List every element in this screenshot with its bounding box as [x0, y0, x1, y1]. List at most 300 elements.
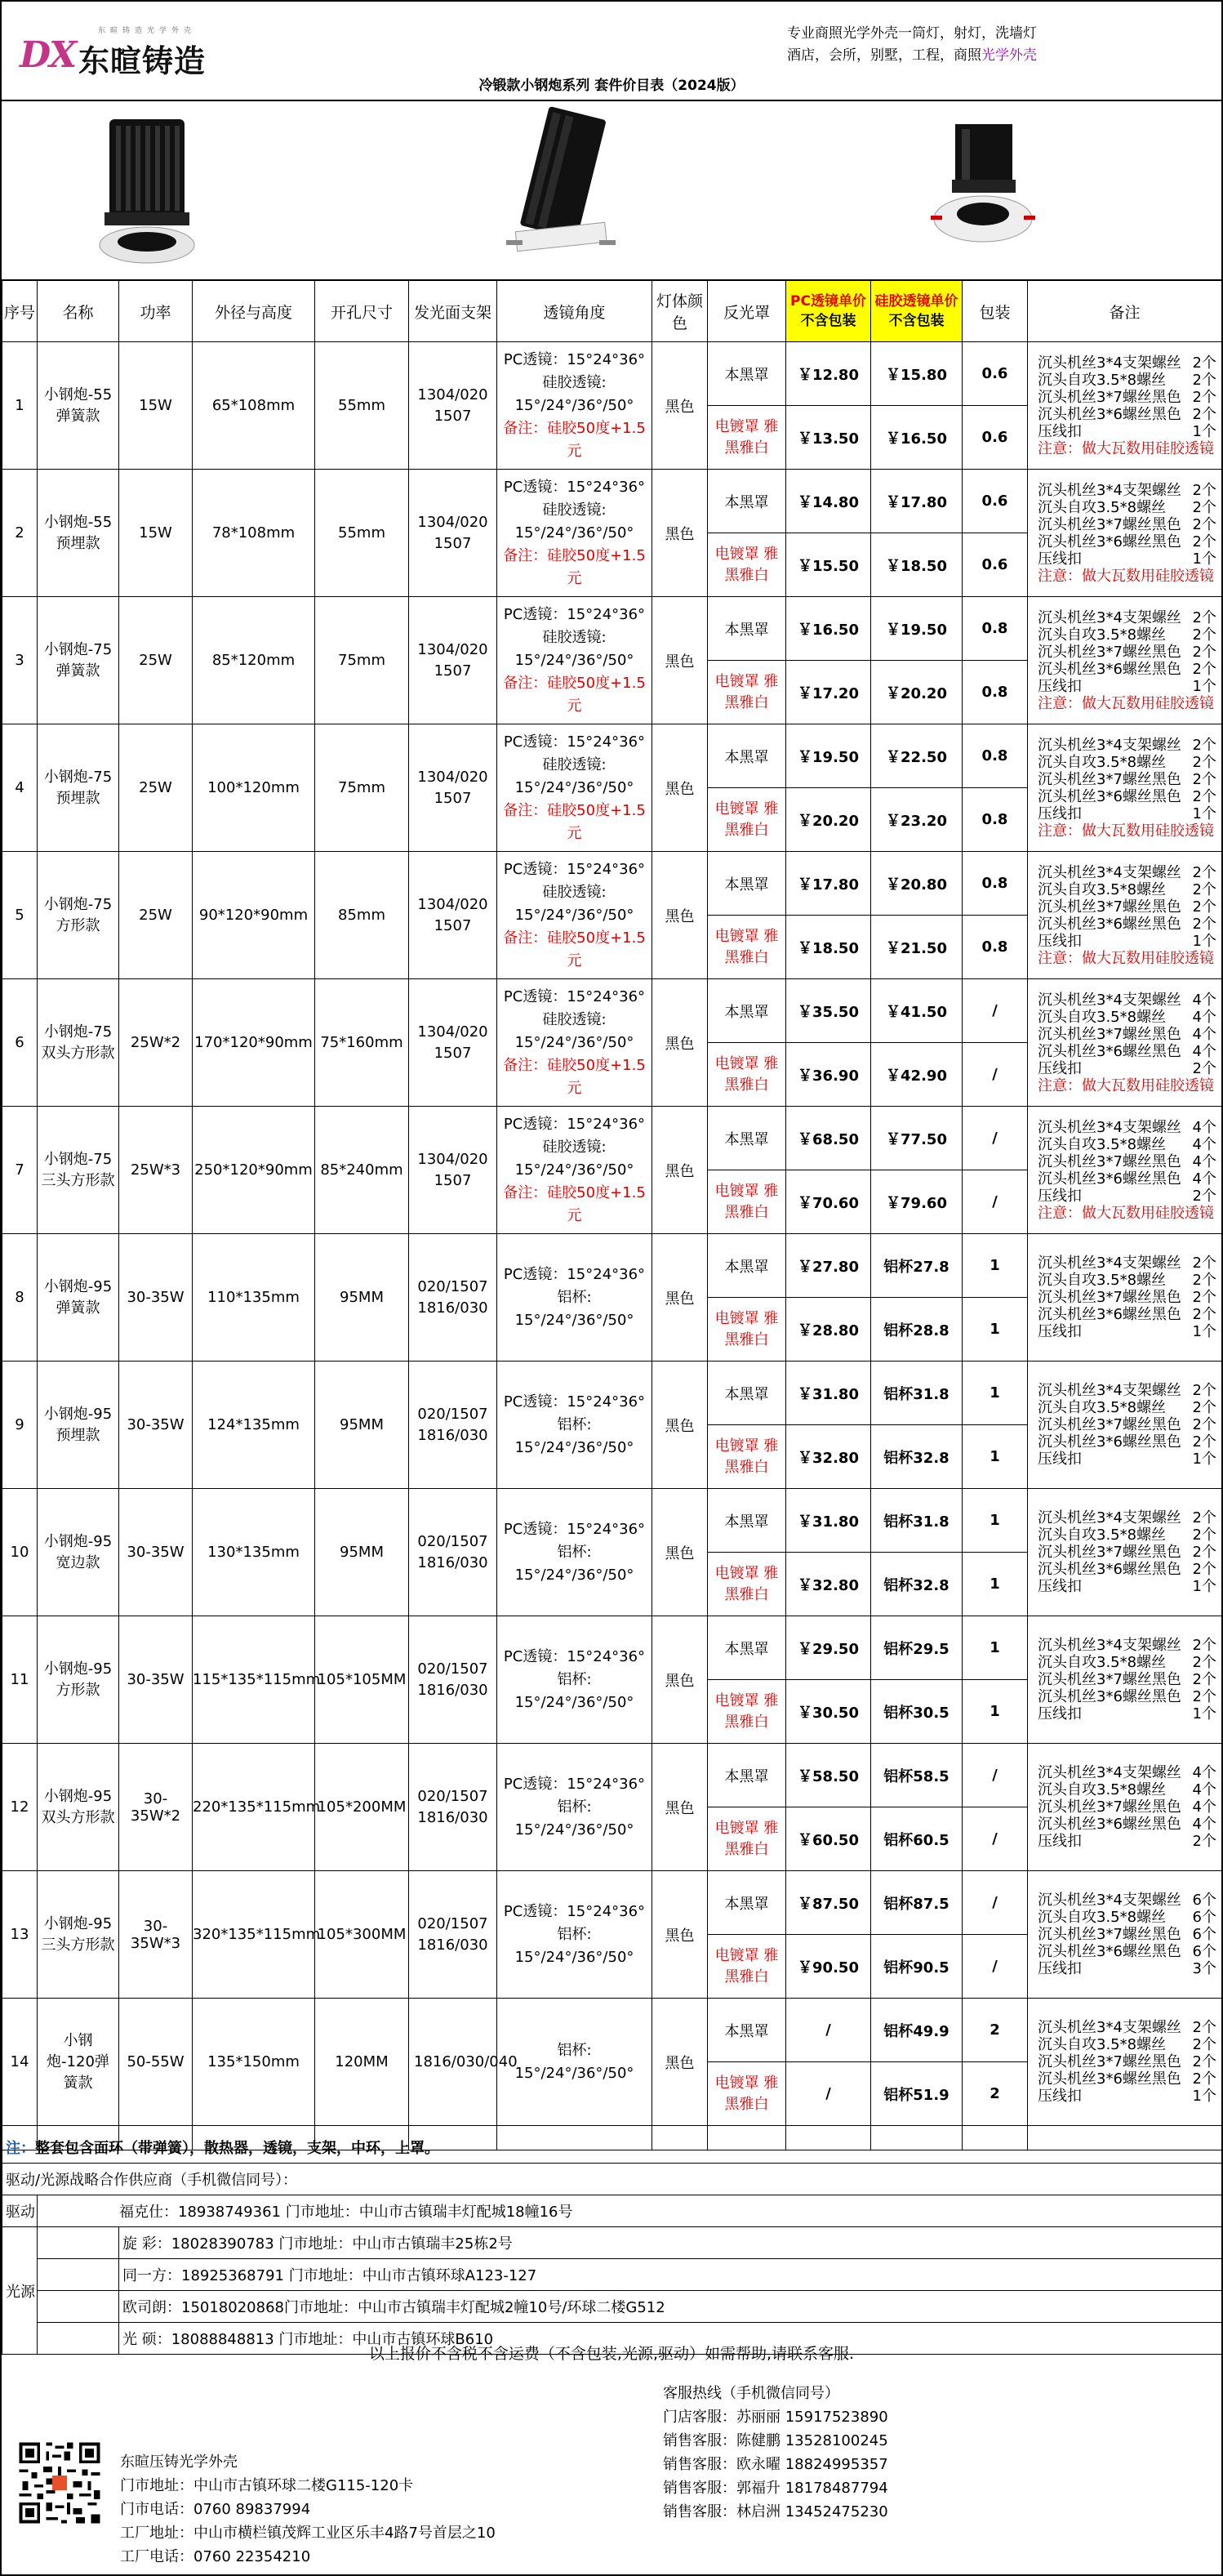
cell-size: 110*135mm [193, 1234, 315, 1362]
remark-qty: 1个 [1192, 1705, 1216, 1723]
supplier-title-row [2, 2164, 1222, 2195]
remark-item: 压线扣 [1038, 804, 1082, 822]
remark-qty: 6个 [1192, 1926, 1216, 1943]
cell-remark [1028, 1489, 1222, 1616]
price-table [2, 280, 1222, 2150]
remark-warning: 注意：做大瓦数用硅胶透镜 [1038, 439, 1214, 457]
remark-item: 沉头机丝3*4支架螺丝 [1038, 481, 1181, 499]
cell-reflector-plated: 电镀罩 雅黑雅白 [708, 1680, 786, 1744]
price-table-body [2, 342, 1222, 2150]
cell-reflector-plated: 电镀罩 雅黑雅白 [708, 661, 786, 724]
remark-warning: 注意：做大瓦数用硅胶透镜 [1038, 822, 1214, 840]
cell-power: 25W*2 [119, 979, 193, 1107]
cell-size: 320*135*115mm [193, 1871, 315, 1999]
remark-qty: 2个 [1192, 388, 1216, 406]
remark-qty: 2个 [1192, 753, 1216, 771]
remark-qty: 2个 [1192, 515, 1216, 533]
cell-seq: 11 [2, 1616, 38, 1744]
remark-qty: 1个 [1192, 677, 1216, 695]
table-row [2, 724, 1222, 788]
remark-line [1038, 678, 1216, 695]
header-size: 外径与高度 [193, 281, 315, 342]
remark-item: 沉头机丝3*7螺丝黑色 [1038, 388, 1181, 406]
cell-si-price: 铝杯58.5 [871, 1744, 963, 1807]
remark-line [1038, 1909, 1216, 1926]
remark-line [1038, 372, 1216, 389]
supplier-item: 旋 彩：18028390783 门市地址：中山市古镇瑞丰25栋2号 [119, 2227, 1222, 2259]
remark-qty: 4个 [1192, 1135, 1216, 1153]
remark-line [1038, 1926, 1216, 1943]
cell-color: 黑色 [652, 470, 708, 597]
cell-pack: / [963, 979, 1028, 1043]
remark-item: 压线扣 [1038, 677, 1082, 695]
cell-reflector-black: 本黑罩 [708, 342, 786, 406]
remark-item: 沉头机丝3*6螺丝黑色 [1038, 1170, 1181, 1188]
cell-size: 115*135*115mm [193, 1616, 315, 1744]
cell-lens [497, 1107, 652, 1234]
driver-label: 驱动 [2, 2195, 38, 2227]
remark-line [1038, 1170, 1216, 1188]
remark-line [1038, 737, 1216, 754]
remark-item: 沉头机丝3*7螺丝黑色 [1038, 1025, 1181, 1043]
remark-line [1038, 1272, 1216, 1289]
lens-line: 铝杯: [557, 1543, 592, 1561]
remark-qty: 2个 [1192, 354, 1216, 372]
remark-qty: 4个 [1192, 991, 1216, 1009]
cell-name: 小钢炮-75方形款 [38, 852, 119, 979]
cell-reflector-plated: 电镀罩 雅黑雅白 [708, 1170, 786, 1234]
supplier-spacer [38, 2259, 119, 2291]
remark-line [1038, 1153, 1216, 1170]
cell-remark [1028, 1107, 1222, 1234]
cell-hole: 85mm [315, 852, 409, 979]
cell-pack: 1 [963, 1234, 1028, 1298]
remark-line [1038, 1943, 1216, 1960]
remark-line [1038, 1399, 1216, 1416]
cell-seq: 10 [2, 1489, 38, 1616]
remark-qty: 2个 [1192, 405, 1216, 423]
remark-line [1038, 898, 1216, 916]
cell-si-price: ￥23.20 [871, 788, 963, 852]
cell-pc-price: / [786, 1999, 871, 2062]
cell-remark [1028, 1362, 1222, 1489]
cell-pack: / [963, 1871, 1028, 1935]
remark-item: 沉头自攻3.5*8螺丝 [1038, 753, 1167, 771]
remark-item: 压线扣 [1038, 1187, 1082, 1205]
cell-power: 25W*3 [119, 1107, 193, 1234]
remark-qty: 4个 [1192, 1152, 1216, 1170]
remark-item: 沉头机丝3*7螺丝黑色 [1038, 1289, 1181, 1306]
cell-pc-price: ￥68.50 [786, 1107, 871, 1170]
cell-pc-price: ￥31.80 [786, 1489, 871, 1553]
remark-item: 沉头机丝3*6螺丝黑色 [1038, 533, 1181, 550]
cell-pc-price: ￥17.80 [786, 852, 871, 916]
cell-hole: 85*240mm [315, 1107, 409, 1234]
lens-line: 15°/24°/36°/50° [514, 1311, 634, 1329]
service-hotline [663, 2382, 888, 2524]
cell-pc-price: ￥58.50 [786, 1744, 871, 1807]
cell-reflector-black: 本黑罩 [708, 470, 786, 533]
cell-lens [497, 597, 652, 724]
cell-pc-price: ￥28.80 [786, 1298, 871, 1362]
remark-qty: 1个 [1192, 932, 1216, 950]
remark-line [1038, 499, 1216, 516]
cell-remark [1028, 1234, 1222, 1362]
lens-line: 15°/24°/36°/50° [514, 396, 634, 414]
cell-power: 15W [119, 470, 193, 597]
cell-reflector-plated: 电镀罩 雅黑雅白 [708, 2062, 786, 2126]
lens-line: 15°/24°/36°/50° [514, 906, 634, 924]
remark-line [1038, 1416, 1216, 1433]
remark-item: 压线扣 [1038, 550, 1082, 568]
cell-pack: / [963, 1935, 1028, 1999]
cell-pack: 1 [963, 1553, 1028, 1616]
cell-bracket: 020/1507 1816/030 [409, 1871, 497, 1999]
lens-line: PC透镜：15°24°36° [503, 1520, 646, 1538]
cell-reflector-plated: 电镀罩 雅黑雅白 [708, 916, 786, 979]
cell-bracket: 020/1507 1816/030 [409, 1234, 497, 1362]
lens-line: PC透镜：15°24°36° [503, 1265, 646, 1283]
remark-item: 沉头自攻3.5*8螺丝 [1038, 1272, 1167, 1289]
table-row [2, 342, 1222, 406]
remark-qty: 2个 [1192, 1382, 1216, 1399]
remark-item: 沉头机丝3*7螺丝黑色 [1038, 1671, 1181, 1688]
remark-item: 沉头机丝3*6螺丝黑色 [1038, 1306, 1181, 1323]
remark-qty: 1个 [1192, 422, 1216, 440]
remark-line [1038, 864, 1216, 881]
remark-line [1038, 389, 1216, 406]
remark-warning: 注意：做大瓦数用硅胶透镜 [1038, 949, 1214, 967]
remark-line [1038, 1382, 1216, 1399]
remark-qty: 1个 [1192, 804, 1216, 822]
cell-reflector-black: 本黑罩 [708, 724, 786, 788]
remark-line [1038, 933, 1216, 950]
header-bracket: 发光面支架 [409, 281, 497, 342]
logo-text: 东暄铸造 [78, 43, 207, 79]
logo-dx: DX [20, 34, 76, 76]
cell-pc-price: ￥60.50 [786, 1807, 871, 1871]
cell-color: 黑色 [652, 979, 708, 1107]
logo-tagline: 东暄铸造光学外壳 [98, 27, 197, 35]
slogan-highlight: 光学外壳 [981, 47, 1037, 64]
cell-size: 85*120mm [193, 597, 315, 724]
supplier-row [2, 2227, 1222, 2259]
cell-size: 130*135mm [193, 1489, 315, 1616]
factory-address: 工厂地址：中山市横栏镇茂辉工业区乐丰4路7号首层之10 [120, 2525, 496, 2542]
cell-seq: 6 [2, 979, 38, 1107]
lens-line: 备注：硅胶50度+1.5元 [503, 419, 646, 460]
cell-hole: 105*105MM [315, 1616, 409, 1744]
cell-hole: 120MM [315, 1999, 409, 2126]
remark-line [1038, 354, 1216, 372]
lens-line: 硅胶透镜: [542, 1138, 607, 1156]
remark-line [1038, 661, 1216, 678]
remark-line [1038, 1289, 1216, 1306]
document-title: 冷锻款小钢炮系列 套件价目表（2024版） [478, 78, 745, 94]
remark-item: 沉头机丝3*4支架螺丝 [1038, 1118, 1181, 1136]
cell-color: 黑色 [652, 1871, 708, 1999]
table-row [2, 979, 1222, 1043]
supplier-item: 欧司朗：15018020868门市地址：中山市古镇瑞丰灯配城2幢10号/环球二楼G512 [119, 2291, 1222, 2323]
cell-si-price: 铝杯87.5 [871, 1871, 963, 1935]
cell-bracket: 1304/020 1507 [409, 597, 497, 724]
cell-name: 小钢炮-95双头方形款 [38, 1744, 119, 1871]
cell-pack: 0.8 [963, 916, 1028, 979]
cell-lens [497, 724, 652, 852]
remark-qty: 2个 [1192, 643, 1216, 661]
cell-si-price: 铝杯60.5 [871, 1807, 963, 1871]
remark-qty: 2个 [1192, 1272, 1216, 1289]
cell-lens [497, 1744, 652, 1871]
cell-bracket: 1304/020 1507 [409, 470, 497, 597]
remark-item: 沉头机丝3*7螺丝黑色 [1038, 898, 1181, 916]
cell-color: 黑色 [652, 724, 708, 852]
cell-color: 黑色 [652, 1616, 708, 1744]
lens-line: PC透镜：15°24°36° [503, 1115, 646, 1133]
cell-hole: 75mm [315, 597, 409, 724]
remark-item: 沉头自攻3.5*8螺丝 [1038, 498, 1167, 516]
cell-si-price: ￥19.50 [871, 597, 963, 661]
cell-pack: / [963, 1744, 1028, 1807]
cell-si-price: 铝杯51.9 [871, 2062, 963, 2126]
remark-qty: 2个 [1192, 371, 1216, 389]
remark-line [1038, 423, 1216, 440]
lens-line: 铝杯: [557, 1288, 592, 1306]
cell-pack: 0.6 [963, 342, 1028, 406]
cell-si-price: 铝杯31.8 [871, 1489, 963, 1553]
remark-qty: 2个 [1192, 1688, 1216, 1705]
cell-size: 220*135*115mm [193, 1744, 315, 1871]
cell-name: 小钢炮-75预埋款 [38, 724, 119, 852]
cell-reflector-plated: 电镀罩 雅黑雅白 [708, 406, 786, 470]
remark-item: 压线扣 [1038, 1451, 1082, 1468]
remark-qty: 4个 [1192, 1170, 1216, 1188]
remark-line [1038, 1544, 1216, 1561]
cell-seq: 2 [2, 470, 38, 597]
remark-qty: 1个 [1192, 2088, 1216, 2105]
remark-qty: 4个 [1192, 1042, 1216, 1060]
remark-line [1038, 1705, 1216, 1723]
remark-line [1038, 1833, 1216, 1850]
remark-item: 沉头机丝3*7螺丝黑色 [1038, 770, 1181, 788]
remark-line [1038, 1306, 1216, 1323]
remark-item: 沉头自攻3.5*8螺丝 [1038, 1008, 1167, 1026]
cell-pc-price: ￥35.50 [786, 979, 871, 1043]
remark-qty: 2个 [1192, 863, 1216, 881]
cell-si-price: ￥15.80 [871, 342, 963, 406]
cell-size: 65*108mm [193, 342, 315, 470]
cell-pc-price: ￥27.80 [786, 1234, 871, 1298]
table-row [2, 1871, 1222, 1935]
remark-qty: 4个 [1192, 1025, 1216, 1043]
remark-qty: 4个 [1192, 1781, 1216, 1798]
cell-bracket: 020/1507 1816/030 [409, 1489, 497, 1616]
remark-qty: 4个 [1192, 1816, 1216, 1833]
remark-line [1038, 533, 1216, 550]
remark-qty: 2个 [1192, 626, 1216, 644]
remark-qty: 2个 [1192, 498, 1216, 516]
cell-pack: 1 [963, 1298, 1028, 1362]
hotline-item: 销售客服：郭福升 18178487794 [663, 2480, 888, 2497]
remark-line [1038, 1671, 1216, 1688]
cell-power: 30-35W [119, 1362, 193, 1489]
cell-reflector-plated: 电镀罩 雅黑雅白 [708, 533, 786, 597]
remark-qty: 2个 [1192, 1433, 1216, 1451]
slogan-line-1: 专业商照光学外壳一筒灯，射灯，洗墙灯 [787, 25, 1037, 42]
company-name: 东暄压铸光学外壳 [120, 2453, 238, 2471]
cell-remark [1028, 724, 1222, 852]
cell-reflector-black: 本黑罩 [708, 979, 786, 1043]
remark-qty: 2个 [1192, 1544, 1216, 1561]
cell-reflector-black: 本黑罩 [708, 1616, 786, 1680]
table-row [2, 1234, 1222, 1298]
remark-line [1038, 1026, 1216, 1043]
slogan-line-2 [787, 45, 1212, 67]
remark-item: 沉头自攻3.5*8螺丝 [1038, 1909, 1167, 1926]
cell-si-price: 铝杯27.8 [871, 1234, 963, 1298]
cell-si-price: ￥21.50 [871, 916, 963, 979]
cell-bracket: 1304/020 1507 [409, 724, 497, 852]
lens-line: PC透镜：15°24°36° [503, 1393, 646, 1411]
cell-power: 30-35W*3 [119, 1871, 193, 1999]
header-si-price [871, 281, 963, 342]
cell-lens [497, 1362, 652, 1489]
cell-lens [497, 470, 652, 597]
lens-line: 15°/24°/36°/50° [514, 1821, 634, 1838]
cell-hole: 105*300MM [315, 1871, 409, 1999]
cell-size: 250*120*90mm [193, 1107, 315, 1234]
cell-si-price: 铝杯31.8 [871, 1362, 963, 1425]
remark-line [1038, 805, 1216, 822]
remark-qty: 2个 [1192, 1671, 1216, 1688]
remark-item: 沉头机丝3*4支架螺丝 [1038, 1509, 1181, 1526]
product-image-strip [2, 101, 1221, 281]
lens-line: 铝杯: [557, 1415, 592, 1433]
cell-si-price: 铝杯32.8 [871, 1553, 963, 1616]
remark-qty: 2个 [1192, 1833, 1216, 1850]
remark-item: 压线扣 [1038, 1323, 1082, 1340]
lens-line: PC透镜：15°24°36° [503, 987, 646, 1005]
cell-si-price: 铝杯90.5 [871, 1935, 963, 1999]
remark-qty: 2个 [1192, 880, 1216, 898]
lens-line: PC透镜：15°24°36° [503, 478, 646, 496]
remark-item: 沉头机丝3*7螺丝黑色 [1038, 1544, 1181, 1561]
remark-qty: 2个 [1192, 1561, 1216, 1578]
cell-pack: / [963, 1107, 1028, 1170]
remark-qty: 2个 [1192, 1509, 1216, 1526]
cell-pack: 0.6 [963, 406, 1028, 470]
cell-bracket: 1304/020 1507 [409, 852, 497, 979]
header-si-price-top: 硅胶透镜单价 [874, 293, 958, 310]
cell-reflector-plated: 电镀罩 雅黑雅白 [708, 788, 786, 852]
lens-line: 15°/24°/36°/50° [514, 2064, 634, 2082]
cell-seq: 12 [2, 1744, 38, 1871]
cell-reflector-plated: 电镀罩 雅黑雅白 [708, 1553, 786, 1616]
remark-line [1038, 2036, 1216, 2053]
cell-pack: 2 [963, 1999, 1028, 2062]
remark-item: 沉头机丝3*4支架螺丝 [1038, 736, 1181, 754]
cell-seq: 9 [2, 1362, 38, 1489]
cell-hole: 75mm [315, 724, 409, 852]
hotline-title: 客服热线（手机微信同号） [663, 2385, 839, 2402]
remark-item: 沉头自攻3.5*8螺丝 [1038, 1781, 1167, 1798]
remark-item: 压线扣 [1038, 1833, 1082, 1850]
remark-warning: 注意：做大瓦数用硅胶透镜 [1038, 1076, 1214, 1094]
remark-qty: 2个 [1192, 1637, 1216, 1654]
lens-line: 铝杯: [557, 1798, 592, 1816]
lens-line: 15°/24°/36°/50° [514, 1033, 634, 1051]
cell-si-price: ￥20.80 [871, 852, 963, 916]
remark-item: 沉头机丝3*4支架螺丝 [1038, 863, 1181, 881]
cell-size: 170*120*90mm [193, 979, 315, 1107]
table-header-row [2, 281, 1222, 342]
remark-item: 沉头机丝3*6螺丝黑色 [1038, 1943, 1181, 1960]
table-row [2, 470, 1222, 533]
cell-pack: / [963, 1807, 1028, 1871]
cell-remark [1028, 470, 1222, 597]
remark-line [1038, 1764, 1216, 1781]
cell-lens [497, 1489, 652, 1616]
supplier-spacer [38, 2291, 119, 2323]
cell-pack: 0.8 [963, 788, 1028, 852]
remark-qty: 2个 [1192, 481, 1216, 499]
cell-si-price: ￥18.50 [871, 533, 963, 597]
remark-line [1038, 1043, 1216, 1060]
cell-pack: 0.8 [963, 852, 1028, 916]
remark-line [1038, 2088, 1216, 2105]
supplier-title: 驱动/光源战略合作供应商（手机微信同号）： [2, 2164, 1222, 2195]
remark-line [1038, 516, 1216, 533]
cell-bracket: 020/1507 1816/030 [409, 1744, 497, 1871]
supplier-row [2, 2259, 1222, 2291]
table-row [2, 1744, 1222, 1807]
remark-qty: 1个 [1192, 1578, 1216, 1595]
lens-line: 硅胶透镜: [542, 628, 607, 646]
remark-qty: 2个 [1192, 608, 1216, 626]
note-text: 整套包含面环（带弹簧），散热器，透镜，支架，中环，上罩。 [35, 2140, 439, 2157]
cell-color: 黑色 [652, 852, 708, 979]
product-image-55-spring [98, 114, 196, 270]
price-disclaimer: 以上报价不含税不含运费（不含包装,光源,驱动）如需帮助,请联系客服. [368, 2345, 855, 2363]
cell-lens [497, 1616, 652, 1744]
cell-pc-price: ￥17.20 [786, 661, 871, 724]
cell-reflector-plated: 电镀罩 雅黑雅白 [708, 1807, 786, 1871]
table-row [2, 1489, 1222, 1553]
remark-line [1038, 1654, 1216, 1671]
remark-item: 压线扣 [1038, 1960, 1082, 1977]
remark-item: 沉头机丝3*4支架螺丝 [1038, 354, 1181, 372]
remark-line [1038, 1451, 1216, 1468]
remark-qty: 2个 [1192, 2019, 1216, 2036]
remark-item: 沉头机丝3*4支架螺丝 [1038, 991, 1181, 1009]
cell-remark [1028, 852, 1222, 979]
remark-line [1038, 2070, 1216, 2088]
lens-line: 备注：硅胶50度+1.5元 [503, 1056, 646, 1097]
cell-seq: 8 [2, 1234, 38, 1362]
header-remark: 备注 [1028, 281, 1222, 342]
remark-line [1038, 771, 1216, 788]
cell-reflector-black: 本黑罩 [708, 1362, 786, 1425]
cell-size: 78*108mm [193, 470, 315, 597]
factory-phone: 工厂电话：0760 22354210 [120, 2548, 311, 2565]
supplier-table [2, 2132, 1222, 2355]
remark-item: 沉头自攻3.5*8螺丝 [1038, 880, 1167, 898]
supplier-item: 福克仕：18938749361 门市地址：中山市古镇瑞丰灯配城18幢16号 [38, 2195, 1222, 2227]
source-label: 光源 [2, 2227, 38, 2355]
cell-hole: 105*200MM [315, 1744, 409, 1871]
remark-item: 沉头自攻3.5*8螺丝 [1038, 1654, 1167, 1671]
header-name: 名称 [38, 281, 119, 342]
